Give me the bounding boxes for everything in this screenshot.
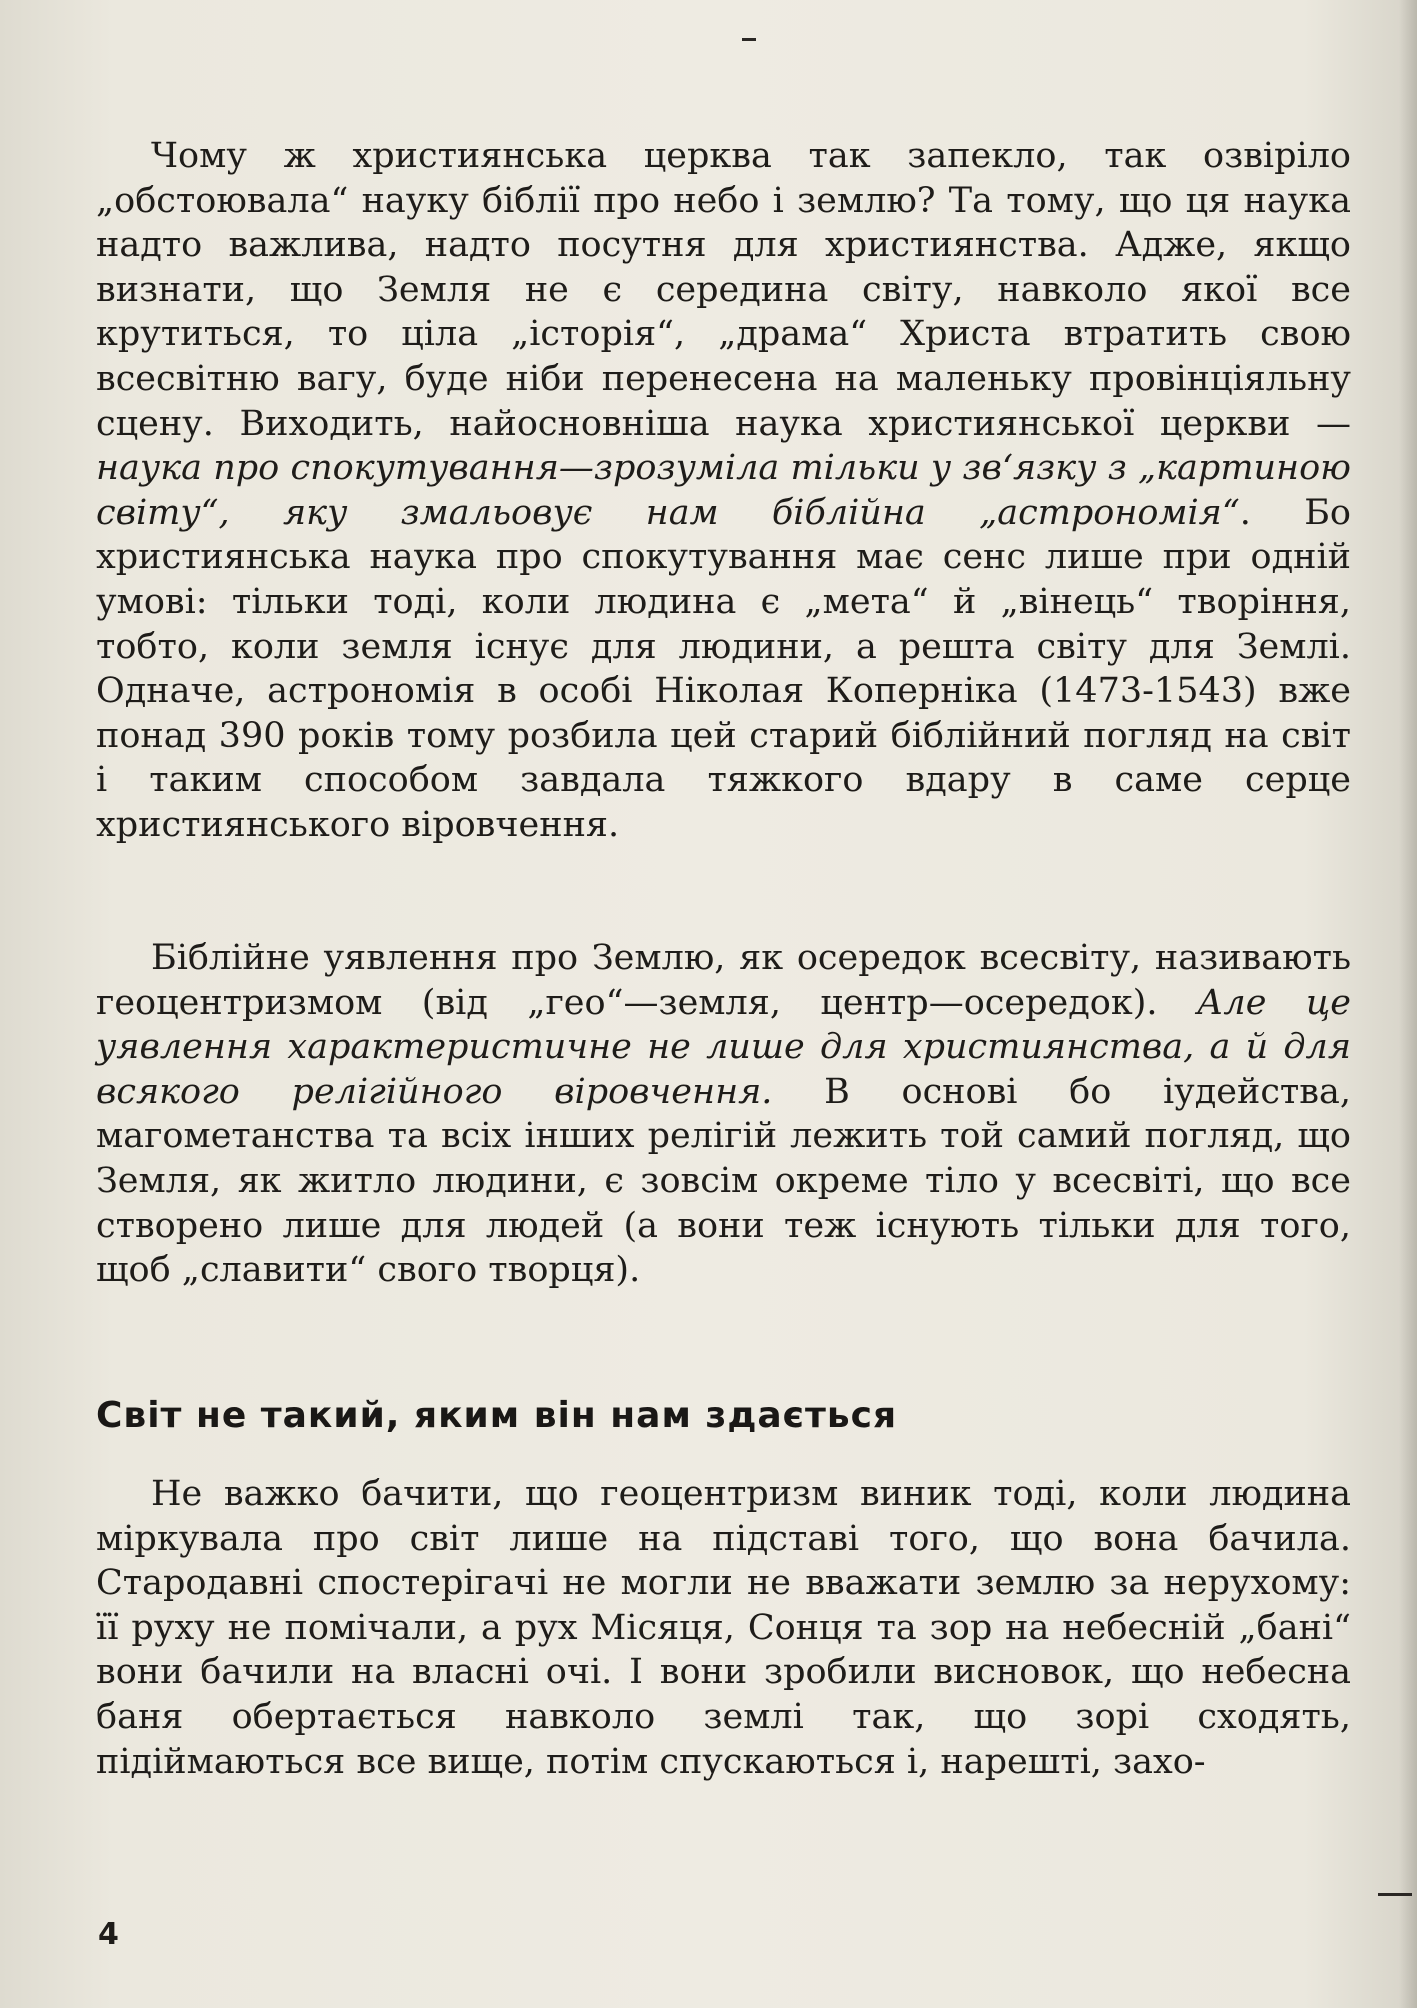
scan-speck (742, 38, 756, 41)
paragraph-2 (96, 936, 1351, 1293)
page-edge-shadow (1399, 0, 1417, 2008)
paragraph-3-text: Не важко бачити, що геоцентризм виник тоді, коли людина міркувала про світ лише на підставі того, що вона бачила. Стародавні спостерігачі не могли не вважати землю за нерухому: її руху не помічали, а рух Місяця, Сонця та зор на небесній „бані“ вони бачили на власні очі. І вони зробили висновок, що небесна баня обертається навколо землі так, що зорі сходять, підіймаються все вище, потім спускаються і, нарешті, захо- (96, 1474, 1351, 1782)
paragraph-3 (96, 1472, 1351, 1784)
paragraph-1-text-start: Чому ж християнська церква так запекло, так озвіріло „обстоювала“ науку біблії про небо і землю? Та тому, що ця наука надто важлива, надто посутня для християнства. Адже, якщо визнати, що Земля не є середина світу, навколо якої все крутиться, то ціла „історія“, „драма“ Христа втратить свою всесвітню вагу, буде ніби перенесена на маленьку провінціяльну сцену. Виходить, найосновніша наука християнської церкви — (96, 136, 1351, 444)
paragraph-2-text-end: В основі бо іудейства, магометанства та всіх інших релігій лежить той самий погляд, що Земля, як житло людини, є зовсім окреме тіло у всесвіті, що все створено лише для людей (а вони теж існують тільки для того, щоб „славити“ свого творця). (96, 1071, 1351, 1291)
page-number: 4 (98, 1917, 119, 1952)
paragraph-2-text-start: Біблійне уявлення про Землю, як осередок всесвіту, називають геоцентризмом (від „гео“—земля, центр—осередок). (96, 938, 1351, 1023)
paragraph-2-emphasis: Але це уявлення характеристичне не лише для християнства, а й для всякого релігійного віровчення. (96, 982, 1351, 1112)
paragraph-1 (96, 134, 1351, 848)
section-heading: Світ не такий, яким він нам здається (96, 1395, 898, 1436)
scan-mark (1378, 1893, 1412, 1896)
paragraph-1-text-end: . Бо християнська наука про спокутування має сенс лише при одній умові: тільки тоді, коли людина є „мета“ й „вінець“ творіння, тобто, коли земля існує для людини, а решта світу для Землі. Одначе, астрономія в особі Ніколая Коперніка (1473-1543) вже понад 390 років тому розбила цей старий біблійний погляд на світ і таким способом завдала тяжкого вдару в саме серце християнського віровчення. (96, 492, 1351, 845)
paragraph-1-emphasis: наука про спокутування—зрозуміла тільки у зв‘язку з „картиною світу“, яку змальовує нам біблійна „астрономія“ (96, 448, 1351, 533)
